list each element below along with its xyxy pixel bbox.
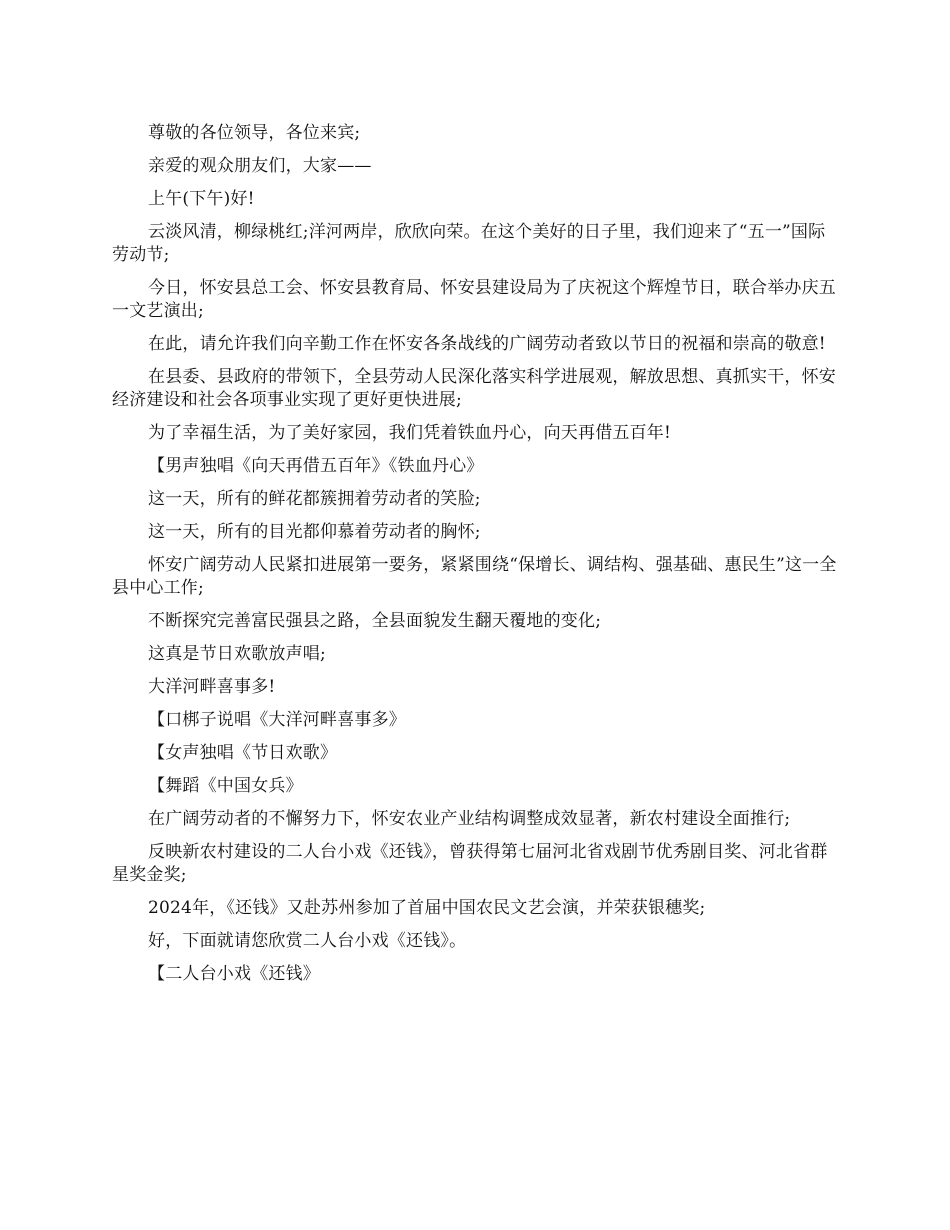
- body-paragraph: 为了幸福生活，为了美好家园，我们凭着铁血丹心，向天再借五百年!: [148, 423, 672, 443]
- program-item: 【二人台小戏《还钱》: [148, 964, 320, 984]
- document-body: [112, 122, 840, 996]
- body-paragraph: 云淡风清，柳绿桃红;洋河两岸，欣欣向荣。在这个美好的日子里，我们迎来了“五一”国际劳动节;: [112, 222, 826, 265]
- greeting-paragraph: 尊敬的各位领导，各位来宾;: [148, 123, 361, 143]
- program-item: 【口梆子说唱《大洋河畔喜事多》: [148, 710, 406, 730]
- body-paragraph: 这一天，所有的目光都仰慕着劳动者的胸怀;: [148, 522, 481, 542]
- body-paragraph: 在县委、县政府的带领下，全县劳动人民深化落实科学进展观，解放思想、真抓实干，怀安经济建设和社会各项事业实现了更好更快进展;: [112, 367, 836, 410]
- body-paragraph: 怀安广阔劳动人民紧扣进展第一要务，紧紧围绕“保增长、调结构、强基础、惠民生”这一全县中心工作;: [112, 555, 837, 598]
- greeting-paragraph: 上午(下午)好!: [148, 189, 255, 209]
- body-paragraph: 这真是节日欢歌放声唱;: [148, 644, 326, 664]
- body-paragraph: 今日，怀安县总工会、怀安县教育局、怀安县建设局为了庆祝这个辉煌节日，联合举办庆五一文艺演出;: [112, 278, 836, 321]
- body-paragraph: 在广阔劳动者的不懈努力下，怀安农业产业结构调整成效显著，新农村建设全面推行;: [148, 809, 791, 829]
- program-item: 【女声独唱《节日欢歌》: [148, 743, 338, 763]
- greeting-paragraph: 亲爱的观众朋友们，大家——: [148, 156, 372, 176]
- program-item: 【舞蹈《中国女兵》: [148, 776, 303, 796]
- body-paragraph: 不断探究完善富民强县之路，全县面貌发生翻天覆地的变化;: [148, 611, 602, 631]
- body-paragraph: 这一天，所有的鲜花都簇拥着劳动者的笑脸;: [148, 489, 481, 509]
- body-paragraph: 反映新农村建设的二人台小戏《还钱》，曾获得第七届河北省戏剧节优秀剧目奖、河北省群星奖金奖;: [112, 842, 828, 885]
- body-paragraph: 在此，请允许我们向辛勤工作在怀安各条战线的广阔劳动者致以节日的祝福和崇高的敬意!: [148, 334, 826, 354]
- body-paragraph: 好，下面就请您欣赏二人台小戏《还钱》。: [148, 931, 467, 951]
- program-item: 【男声独唱《向天再借五百年》《铁血丹心》: [148, 456, 484, 476]
- body-paragraph: 2024年，《还钱》又赴苏州参加了首届中国农民文艺会演，并荣获银穗奖;: [148, 898, 706, 918]
- body-paragraph: 大洋河畔喜事多!: [148, 677, 276, 697]
